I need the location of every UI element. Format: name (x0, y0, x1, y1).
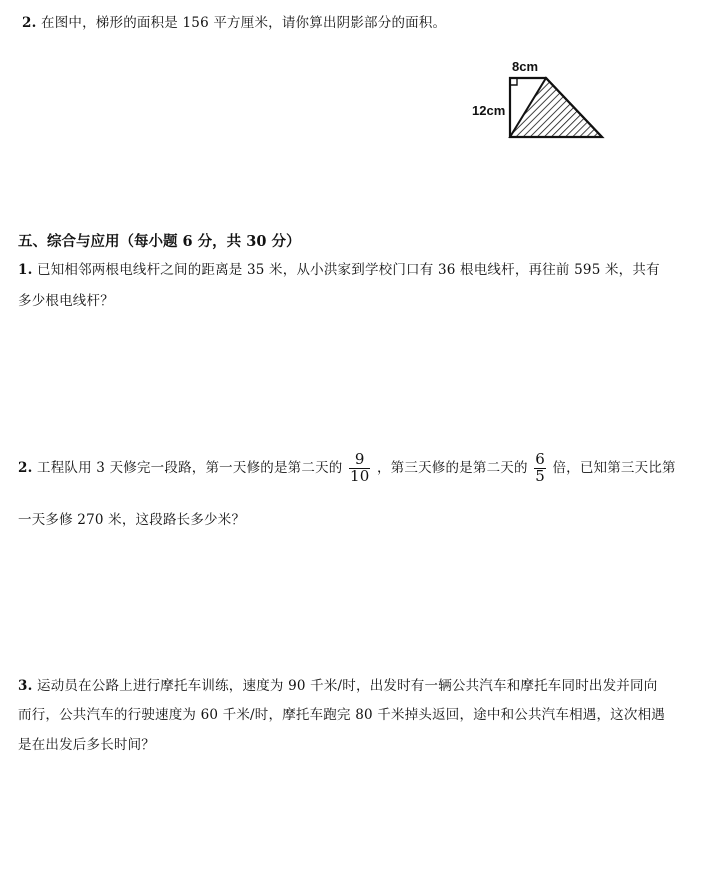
fraction2-numerator: 6 (535, 450, 545, 468)
top-base-label: 8cm (512, 59, 539, 74)
q3-text1: 运动员在公路上进行摩托车训练，速度为 90 千米/时，出发时有一辆公共汽车和摩托车同时出发并同向 (37, 678, 658, 694)
q1-number: 1. (18, 262, 33, 278)
q2-text-part3: 倍，已知第三天比第 (552, 459, 676, 476)
fraction1-numerator: 9 (354, 450, 365, 468)
q2-text-part1: 工程队用 3 天修完一段路，第一天修的是第二天的 (37, 459, 343, 476)
trapezoid-figure (470, 55, 610, 150)
problem-number: 2. (22, 15, 37, 31)
q3-line1 (18, 674, 657, 694)
q2-text-part2: ，第三天修的是第二天的 (376, 459, 528, 476)
q1-line1 (18, 258, 660, 278)
problem-2-statement (22, 11, 446, 31)
q2-line2: 一天多修 270 米，这段路长多少米？ (18, 512, 246, 528)
q3-line2: 而行，公共汽车的行驶速度为 60 千米/时，摩托车跑完 80 千米掉头返回，途中和公共汽车相遇，这次相遇 (18, 707, 665, 723)
section-heading: 五、综合与应用（每小题 6 分，共 30 分） (18, 233, 301, 250)
fraction1-denominator: 10 (349, 466, 370, 485)
height-label: 12cm (472, 103, 506, 118)
q3-number: 3. (18, 678, 33, 694)
fraction-nine-tenths (349, 452, 371, 485)
fraction2-denominator: 5 (535, 466, 545, 485)
q2-line1 (18, 452, 676, 485)
q3-line3: 是在出发后多长时间？ (18, 737, 155, 753)
q1-text1: 已知相邻两根电线杆之间的距离是 35 米，从小洪家到学校门口有 36 根电线杆，再往前 595 米，共有 (37, 262, 660, 278)
shaded-triangle (510, 78, 602, 137)
fraction-six-fifths (534, 452, 546, 485)
problem-text: 在图中，梯形的面积是 156 平方厘米，请你算出阴影部分的面积。 (41, 15, 447, 31)
q1-line2: 多少根电线杆？ (18, 293, 114, 309)
q2-number: 2. (18, 459, 33, 476)
